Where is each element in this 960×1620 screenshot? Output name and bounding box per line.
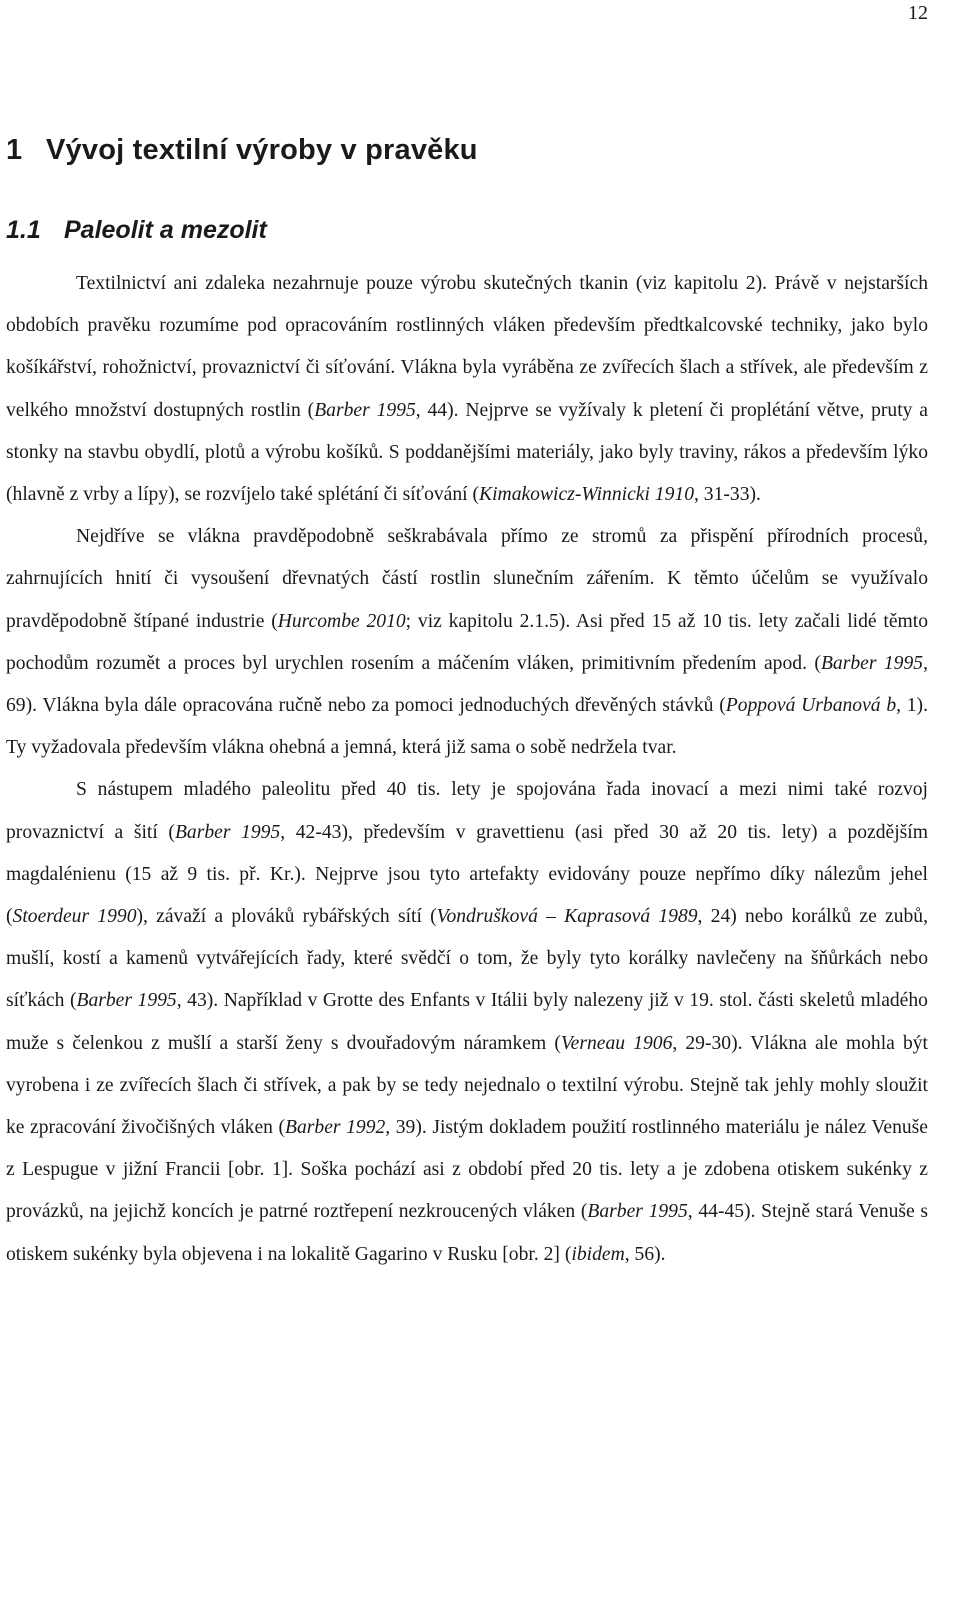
text-run: , 44). Nejprve se vyžívaly k pletení či proplétání větve, pruty a stonky na stavbu obydlí, plotů a výrobu košíků. S poddanějšími materiály, jako byly traviny, rákos a především lýko (hlavně z vrby a lípy), se rozvíjelo také splétání či síťování (: [6, 399, 928, 506]
body-text: [6, 263, 928, 1276]
text-run: , 42-43), především v gravettienu (asi před 30 až 20 tis. lety) a pozdějším magdalénienu (15 až 9 tis. př. Kr.). Nejprve jsou tyto artefakty evidovány pouze nepřímo díky nálezům jehel (: [6, 821, 928, 928]
chapter-title: Vývoj textilní výroby v pravěku: [46, 134, 478, 166]
text-run: , 44-45). Stejně stará Venuše s otiskem sukénky byla objevena i na lokalitě Gagarino v Rusku [obr. 2] (: [6, 1201, 928, 1265]
citation-italic: Barber 1992: [285, 1117, 386, 1139]
text-run: , 69). Vlákna byla dále opracována ručně nebo za pomoci jednoduchých dřevěných stávků (: [6, 652, 928, 717]
citation-italic: Hurcombe 2010: [277, 610, 406, 632]
citation-italic: Barber 1995: [174, 821, 281, 843]
text-run: , 43). Například v Grotte des Enfants v Itálii byly nalezeny již v 19. stol. části skeletů mladého muže s čelenkou z mušlí a starší ženy s dvouřadovým náramkem (: [6, 990, 928, 1054]
text-run: , 31-33).: [694, 484, 761, 506]
citation-italic: Barber 1995: [820, 652, 924, 674]
paragraph: [6, 263, 928, 516]
text-run: S nástupem mladého paleolitu před 40 tis. lety je spojována řada inovací a mezi nimi také rozvoj provaznictví a šití (: [6, 779, 928, 843]
text-run: , 1). Ty vyžadovala především vlákna ohebná a jemná, která již sama o sobě nedržela tvar.: [6, 695, 928, 759]
chapter-number: 1: [6, 134, 23, 166]
citation-italic: Verneau 1906: [560, 1032, 673, 1054]
paragraph: [6, 769, 928, 1275]
citation-italic: Barber 1995: [587, 1201, 688, 1223]
citation-italic: Poppová Urbanová b: [725, 695, 897, 717]
text-run: , 56).: [624, 1243, 666, 1265]
text-run: , 24) nebo korálků ze zubů, mušlí, kostí a kamenů vytvářejících řady, které svědčí o tom, že byly tyto korálky navlečeny na šňůrkách nebo síťkách (: [6, 906, 929, 1012]
paragraph: [6, 516, 928, 769]
citation-italic: Barber 1995: [76, 990, 177, 1012]
text-run: Textilnictví ani zdaleka nezahrnuje pouze výrobu skutečných tkanin (viz kapitolu 2). Právě v nejstarších obdobích pravěku rozumíme pod opracováním rostlinných vláken především předtkalcovské techniky, jako bylo košíkářství, rohožnictví, provaznictví či síťování. Vlákna byla vyráběna ze zvířecích šlach a střívek, ale především z velkého množství dostupných rostlin (: [6, 273, 928, 421]
text-run: ; viz kapitolu 2.1.5). Asi před 15 až 10 tis. lety začali lidé těmto pochodům rozumět a proces byl urychlen rosením a máčením vláken, primitivním předením apod. (: [6, 610, 928, 674]
text-run: Nejdříve se vlákna pravděpodobně seškrabávala přímo ze stromů za přispění přírodních procesů, zahrnujících hnití či vysoušení dřevnatých částí rostlin slunečním zářením. K těmto účelům se využívalo pravděpodobně štípané industrie (: [6, 526, 928, 632]
text-run: , 39). Jistým dokladem použití rostlinného materiálu je nález Venuše z Lespugue v jižní Francii [obr. 1]. Soška pochází asi z období před 20 tis. lety a je zdobena otiskem sukénky z provázků, na jejichž koncích je patrné roztřepení nezkroucených vláken (: [6, 1117, 928, 1223]
chapter-heading: [6, 134, 478, 167]
text-run: ), závaží a plováků rybářských sítí (: [136, 906, 437, 928]
citation-italic: Barber 1995: [314, 399, 416, 421]
citation-italic: Vondrušková – Kaprasová 1989: [436, 906, 698, 928]
citation-italic: ibidem: [571, 1243, 625, 1265]
section-number: 1.1: [6, 216, 41, 244]
citation-italic: Stoerdeur 1990: [12, 906, 137, 928]
section-heading: [6, 216, 267, 245]
section-title: Paleolit a mezolit: [64, 216, 267, 244]
citation-italic: Kimakowicz-Winnicki 1910: [479, 484, 694, 506]
page-number: 12: [908, 2, 928, 24]
text-run: , 29-30). Vlákna ale mohla být vyrobena i ze zvířecích šlach či střívek, a pak by se tedy nejednalo o textilní výrobu. Stejně tak jehly mohly sloužit ke zpracování živočišných vláken (: [6, 1032, 928, 1139]
